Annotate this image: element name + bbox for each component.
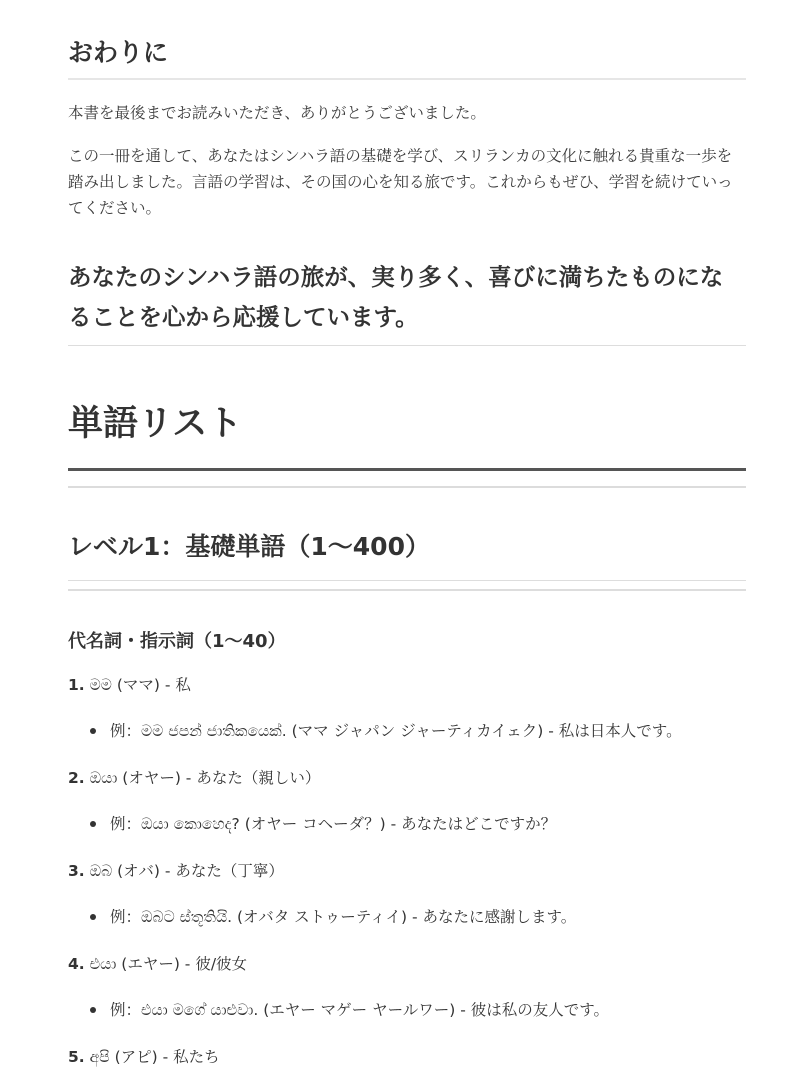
entry-number: 2.	[68, 769, 85, 787]
entry-word: අපි (アピ) - 私たち	[84, 1048, 220, 1066]
closing-paragraph-1: 本書を最後までお読みいただき、ありがとうございました。	[68, 104, 486, 122]
vocab-example-4	[90, 998, 746, 1022]
vocab-example-1	[90, 719, 746, 743]
closing-highlight-rule	[68, 345, 746, 346]
entry-word: ඔබ (オバ) - あなた（丁寧）	[84, 862, 284, 880]
wordlist-heading-rule-secondary	[68, 486, 746, 488]
bullet-icon	[90, 1007, 96, 1013]
example-text: 例：ඔයා කොහෙද? (オヤー コヘーダ？) - あなたはどこですか？	[110, 815, 557, 833]
level-heading-rule-2	[68, 589, 746, 591]
example-text: 例：එයා මගේ යාළුවා. (エヤー マゲー ヤールワー) - 彼は私の友人です。	[110, 1001, 610, 1019]
section-heading: 代名詞・指示詞（1〜40）	[68, 631, 286, 652]
closing-heading: おわりに	[68, 38, 169, 67]
vocab-entry-1	[68, 673, 746, 697]
entry-number: 3.	[68, 862, 85, 880]
example-text: 例：මම ජපන් ජාතිකයෙක්. (ママ ジャパン ジャーティカイェク) - 私は日本人です。	[110, 722, 682, 740]
entry-word: ඔයා (オヤー) - あなた（親しい）	[84, 769, 321, 787]
vocab-entry-3	[68, 859, 746, 883]
entry-number: 1.	[68, 676, 85, 694]
vocab-entry-4	[68, 952, 746, 976]
level-heading-rule-1	[68, 580, 746, 581]
entry-number: 5.	[68, 1048, 85, 1066]
vocab-entry-5	[68, 1045, 746, 1069]
vocab-example-2	[90, 812, 746, 836]
wordlist-heading-rule	[68, 468, 746, 471]
closing-heading-rule	[68, 78, 746, 80]
vocab-example-3	[90, 905, 746, 929]
vocab-entry-2	[68, 766, 746, 790]
entry-word: මම (ママ) - 私	[84, 676, 191, 694]
closing-highlight: あなたのシンハラ語の旅が、実り多く、喜びに満ちたものになることを心から応援しています。	[68, 263, 724, 331]
example-text: 例：ඔබට ස්තූතියි. (オバタ ストゥーティイ) - あなたに感謝します。	[110, 908, 577, 926]
entry-number: 4.	[68, 955, 85, 973]
level-heading: レベル1：基礎単語（1〜400）	[68, 532, 430, 561]
entry-word: එයා (エヤー) - 彼/彼女	[84, 955, 248, 973]
closing-paragraph-2: この一冊を通して、あなたはシンハラ語の基礎を学び、スリランカの文化に触れる貴重な一歩を踏み出しました。言語の学習は、その国の心を知る旅です。これからもぜひ、学習を続けていってください。	[68, 147, 733, 217]
bullet-icon	[90, 821, 96, 827]
bullet-icon	[90, 728, 96, 734]
bullet-icon	[90, 914, 96, 920]
wordlist-heading: 単語リスト	[68, 404, 243, 444]
